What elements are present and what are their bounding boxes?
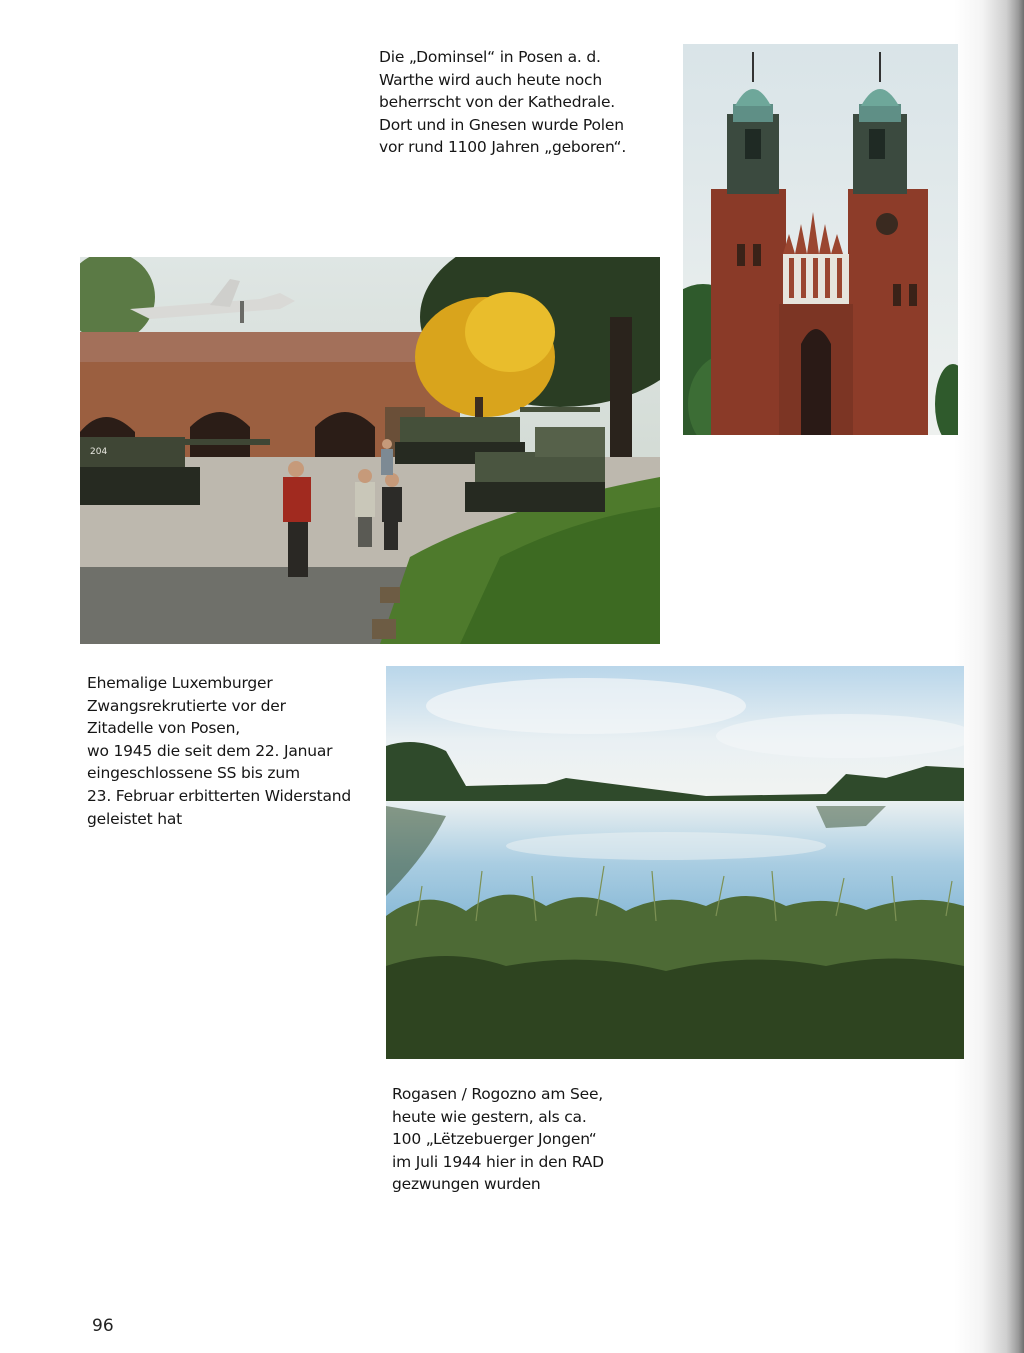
book-spine-shadow bbox=[954, 0, 1024, 1353]
caption-line: heute wie gestern, als ca. bbox=[392, 1107, 587, 1126]
caption-line: Rogasen / Rogozno am See, bbox=[392, 1085, 604, 1103]
caption-line: vor rund 1100 Jahren „geboren“. bbox=[379, 138, 627, 157]
caption-line: gezwungen wurden bbox=[392, 1175, 541, 1194]
caption-line: 23. Februar erbitterten Widerstand bbox=[87, 786, 352, 805]
caption-line: Warthe wird auch heute noch bbox=[379, 70, 602, 89]
caption-line: wo 1945 die seit dem 22. Januar bbox=[87, 741, 333, 760]
caption-line: Die „Dominsel“ in Posen a. d. bbox=[379, 48, 601, 66]
citadel-photo bbox=[80, 257, 660, 644]
caption-line: Ehemalige Luxemburger bbox=[87, 674, 273, 692]
tank-number-label: 204 bbox=[90, 447, 108, 457]
caption-line: geleistet hat bbox=[87, 809, 183, 828]
caption-line: beherrscht von der Kathedrale. bbox=[379, 93, 616, 112]
caption-line: 100 „Lëtzebuerger Jongen“ bbox=[392, 1130, 597, 1149]
caption-line: Zwangsrekrutierte vor der bbox=[87, 696, 286, 715]
caption-citadel bbox=[87, 672, 351, 830]
cathedral-photo bbox=[683, 44, 958, 435]
caption-line: Zitadelle von Posen, bbox=[87, 719, 240, 738]
caption-cathedral bbox=[379, 46, 626, 159]
caption-line: im Juli 1944 hier in den RAD bbox=[392, 1152, 604, 1171]
page-number: 96 bbox=[92, 1316, 114, 1336]
lake-photo bbox=[386, 666, 964, 1059]
caption-line: eingeschlossene SS bis zum bbox=[87, 764, 300, 783]
caption-line: Dort und in Gnesen wurde Polen bbox=[379, 115, 624, 134]
caption-lake bbox=[392, 1083, 604, 1196]
